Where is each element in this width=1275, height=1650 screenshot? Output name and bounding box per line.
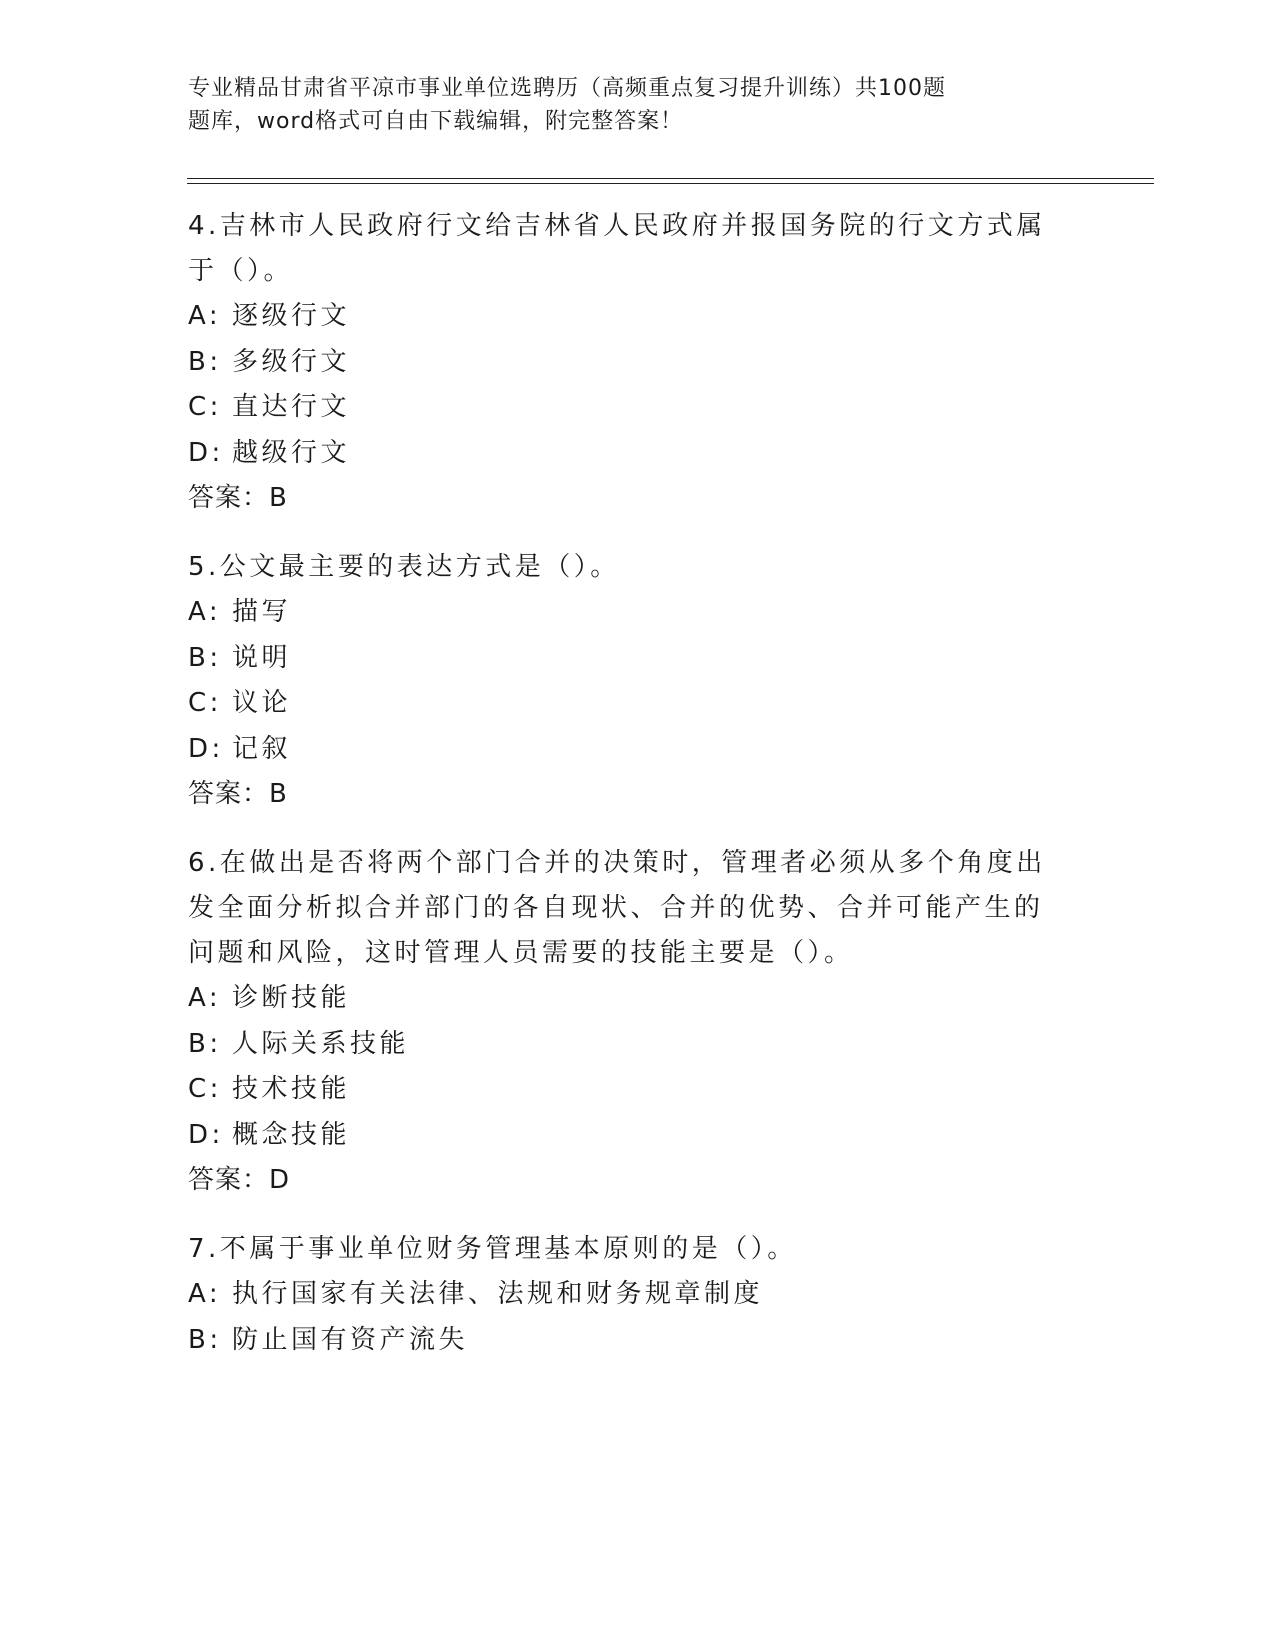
option-text: 执行国家有关法律、法规和财务规章制度 bbox=[232, 1279, 764, 1309]
option-letter: C: bbox=[188, 1074, 222, 1104]
option-c bbox=[188, 681, 1068, 727]
option-b bbox=[188, 636, 1068, 682]
option-d bbox=[188, 727, 1068, 773]
header-divider-bottom bbox=[187, 183, 1154, 184]
option-text: 防止国有资产流失 bbox=[232, 1324, 469, 1355]
option-c bbox=[188, 1067, 1068, 1113]
answer: 答案：D bbox=[188, 1165, 291, 1195]
question-6 bbox=[188, 841, 1068, 1203]
option-text: 诊断技能 bbox=[232, 983, 351, 1013]
document-header bbox=[188, 72, 1038, 138]
option-d bbox=[188, 1113, 1068, 1159]
option-letter: B: bbox=[188, 1324, 222, 1355]
option-d bbox=[188, 431, 1068, 477]
question-list bbox=[188, 204, 1068, 1387]
option-letter: A: bbox=[188, 983, 222, 1013]
question-4 bbox=[188, 204, 1068, 521]
option-letter: D: bbox=[188, 1119, 224, 1150]
option-c bbox=[188, 385, 1068, 431]
option-letter: D: bbox=[188, 733, 224, 764]
question-text: 4.吉林市人民政府行文给吉林省人民政府并报国务院的行文方式属于（）。 bbox=[188, 211, 1046, 286]
option-a bbox=[188, 294, 1068, 340]
option-letter: A: bbox=[188, 301, 222, 331]
option-text: 说明 bbox=[232, 642, 292, 673]
option-b bbox=[188, 1022, 1068, 1068]
question-text: 7.不属于事业单位财务管理基本原则的是（）。 bbox=[188, 1234, 797, 1264]
option-letter: A: bbox=[188, 1279, 222, 1309]
option-text: 技术技能 bbox=[232, 1074, 351, 1104]
option-text: 描写 bbox=[232, 597, 292, 627]
question-5 bbox=[188, 545, 1068, 817]
option-text: 议论 bbox=[232, 688, 292, 718]
option-text: 逐级行文 bbox=[232, 301, 351, 331]
option-text: 人际关系技能 bbox=[232, 1028, 410, 1059]
header-line-2: 题库，word格式可自由下载编辑，附完整答案！ bbox=[188, 109, 684, 134]
answer: 答案：B bbox=[188, 779, 288, 809]
option-a bbox=[188, 976, 1068, 1022]
option-b bbox=[188, 1318, 1068, 1364]
option-b bbox=[188, 340, 1068, 386]
option-letter: C: bbox=[188, 392, 222, 422]
option-letter: C: bbox=[188, 688, 222, 718]
question-text: 5.公文最主要的表达方式是（）。 bbox=[188, 552, 620, 582]
option-a bbox=[188, 590, 1068, 636]
question-text: 6.在做出是否将两个部门合并的决策时，管理者必须从多个角度出发全面分析拟合并部门的各自现状、合并的优势、合并可能产生的问题和风险，这时管理人员需要的技能主要是（）。 bbox=[188, 848, 1046, 968]
question-7 bbox=[188, 1227, 1068, 1363]
option-letter: B: bbox=[188, 346, 222, 377]
option-a bbox=[188, 1272, 1068, 1318]
option-text: 多级行文 bbox=[232, 346, 351, 377]
option-letter: B: bbox=[188, 1028, 222, 1059]
header-divider-top bbox=[187, 178, 1154, 179]
header-line-1: 专业精品甘肃省平凉市事业单位选聘历（高频重点复习提升训练）共100题 bbox=[188, 76, 946, 101]
option-letter: A: bbox=[188, 597, 222, 627]
option-text: 记叙 bbox=[232, 733, 292, 764]
option-letter: B: bbox=[188, 642, 222, 673]
option-text: 直达行文 bbox=[232, 392, 351, 422]
option-letter: D: bbox=[188, 437, 224, 468]
option-text: 越级行文 bbox=[232, 437, 351, 468]
option-text: 概念技能 bbox=[232, 1119, 351, 1150]
answer: 答案：B bbox=[188, 483, 288, 513]
